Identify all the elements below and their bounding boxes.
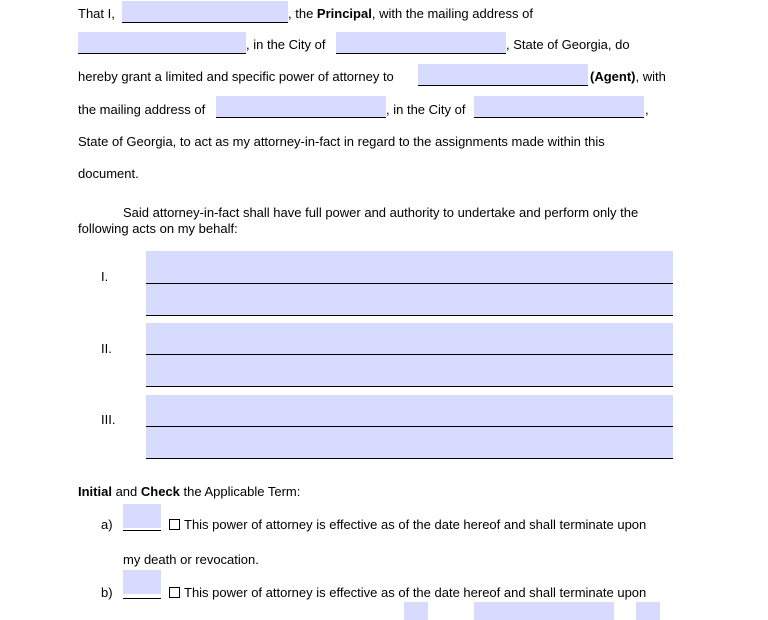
text-said-attorney: Said attorney-in-fact shall have full power and authority to undertake and perform only the <box>123 205 639 220</box>
text-in-city-of-2: , in the City of <box>386 102 466 117</box>
bottom-field-2[interactable] <box>474 602 614 620</box>
option-a-checkbox[interactable] <box>169 519 180 530</box>
option-a-letter: a) <box>101 517 113 532</box>
act-2-line-2-field[interactable] <box>146 355 673 387</box>
option-a-initial-underline <box>123 530 161 531</box>
text-hereby-grant: hereby grant a limited and specific power of attorney to <box>78 69 394 84</box>
act-2-line-1-field[interactable] <box>146 323 673 355</box>
act-number-3: III. <box>101 412 116 427</box>
text-in-city-of: , in the City of <box>246 37 326 52</box>
principal-city-field[interactable] <box>336 32 506 54</box>
text-agent-with: (Agent), with <box>590 69 666 84</box>
act-1-line-2-field[interactable] <box>146 284 673 316</box>
text-state-of-georgia: State of Georgia, to act as my attorney-in-fact in regard to the assignments made within this <box>78 134 605 149</box>
text-that-i: That I, <box>78 6 115 21</box>
principal-address-field[interactable] <box>78 32 246 54</box>
text-mailing-address-of: the mailing address of <box>78 102 206 117</box>
agent-address-field[interactable] <box>216 96 386 118</box>
option-b-letter: b) <box>101 585 113 600</box>
act-number-2: II. <box>101 341 112 356</box>
initial-check-heading: Initial and Check the Applicable Term: <box>78 484 301 499</box>
text-the-principal: , the Principal, with the mailing address of <box>288 6 533 21</box>
option-a-continuation: my death or revocation. <box>123 552 259 567</box>
option-a-initial-field[interactable] <box>123 504 161 528</box>
option-b-text: This power of attorney is effective as of the date hereof and shall terminate upon <box>184 585 647 600</box>
option-a-text: This power of attorney is effective as of the date hereof and shall terminate upon <box>184 517 647 532</box>
act-3-line-2-field[interactable] <box>146 427 673 459</box>
text-document: document. <box>78 166 139 181</box>
option-b-initial-field[interactable] <box>123 570 161 594</box>
act-3-line-1-field[interactable] <box>146 395 673 427</box>
text-state-georgia-do: , State of Georgia, do <box>506 37 630 52</box>
option-b-initial-underline <box>123 598 161 599</box>
text-comma: , <box>645 102 649 117</box>
bottom-field-3[interactable] <box>636 602 660 620</box>
text-following-acts: following acts on my behalf: <box>78 221 238 236</box>
agent-name-field[interactable] <box>418 64 588 86</box>
bottom-field-1[interactable] <box>404 602 428 620</box>
principal-name-field[interactable] <box>122 1 288 23</box>
agent-city-field[interactable] <box>474 96 644 118</box>
option-b-checkbox[interactable] <box>169 587 180 598</box>
act-1-line-1-field[interactable] <box>146 251 673 284</box>
act-number-1: I. <box>101 269 109 284</box>
